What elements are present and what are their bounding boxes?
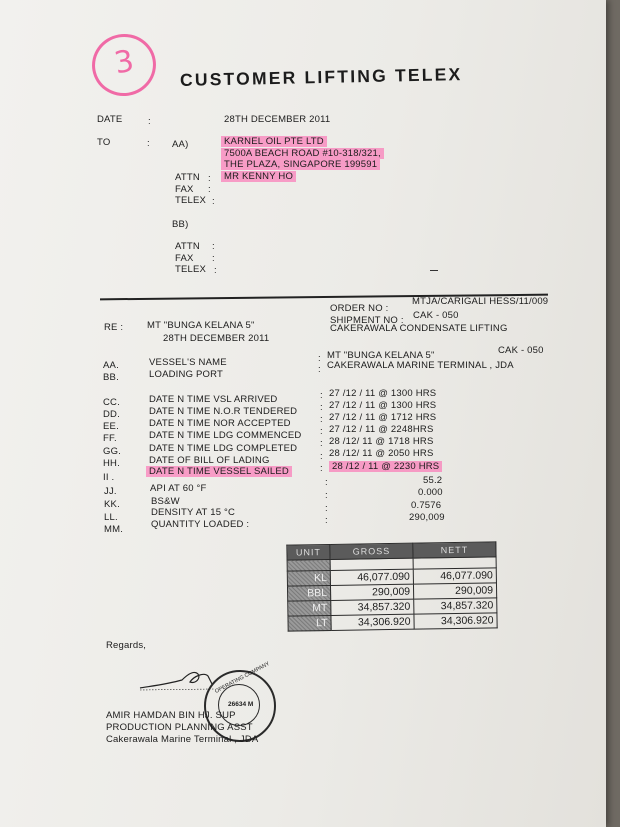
item-separator: :	[320, 426, 323, 437]
item-separator: :	[320, 414, 323, 425]
item-value: 290,009	[409, 512, 445, 523]
item-code: FF.	[103, 433, 117, 444]
page-number-circle	[87, 29, 161, 101]
item-label: DATE N TIME NOR ACCEPTED	[149, 418, 291, 429]
item-value: 27 /12 / 11 @ 2248HRS	[329, 424, 434, 435]
header-unit: UNIT	[287, 544, 330, 560]
item-value: 27 /12 / 11 @ 1300 HRS	[329, 400, 437, 411]
re-date: 28TH DECEMBER 2011	[163, 333, 270, 344]
item-code: II .	[103, 472, 115, 483]
item-code: EE.	[103, 421, 119, 432]
item-label: BS&W	[151, 496, 180, 507]
gross-cell: 46,077.090	[330, 569, 413, 585]
recipient-aa-tag: AA)	[172, 139, 189, 150]
signatory-name: AMIR HAMDAN BIN HJ. SUP	[106, 710, 236, 721]
item-code: LL.	[104, 512, 118, 523]
bb-telex-label: TELEX	[175, 264, 207, 275]
nett-cell: 34,857.320	[414, 598, 497, 614]
item-separator: :	[320, 463, 323, 474]
signatory-position: PRODUCTION PLANNING ASST	[106, 722, 253, 733]
bb-telex-separator: :	[214, 265, 217, 276]
item-value: 28 /12 / 11 @ 2230 HRS	[329, 461, 442, 472]
order-no-label: ORDER NO :	[330, 303, 389, 314]
to-separator: :	[147, 138, 150, 149]
table-row	[288, 613, 497, 631]
bb-fax-separator: :	[212, 253, 215, 264]
item-separator: :	[318, 364, 321, 375]
item-code: BB.	[103, 372, 119, 383]
recipient-address-line-3: THE PLAZA, SINGAPORE 199591	[221, 159, 380, 170]
item-code: JJ.	[104, 486, 117, 497]
unit-cell: LT	[288, 615, 331, 631]
order-no-value: MTJA/CARIGALI HESS/11/009	[412, 296, 549, 307]
unit-cell: BBL	[287, 585, 330, 601]
item-code: GG.	[103, 446, 122, 457]
gross-cell: 290,009	[330, 584, 413, 600]
unit-cell: MT	[288, 600, 331, 616]
nett-cell: 290,009	[413, 583, 496, 599]
item-separator: :	[320, 438, 323, 449]
item-label: DENSITY AT 15 °C	[151, 507, 236, 518]
nett-cell: 34,306.920	[414, 613, 497, 629]
item-separator: :	[320, 390, 323, 401]
item-value: CAKERAWALA MARINE TERMINAL , JDA	[327, 360, 514, 371]
lifting-label: CAKERAWALA CONDENSATE LIFTING	[330, 323, 508, 334]
item-value: MT "BUNGA KELANA 5"	[327, 350, 435, 361]
item-label: LOADING PORT	[149, 369, 224, 380]
page-number: 3	[111, 43, 137, 82]
item-code: DD.	[103, 409, 120, 420]
date-label: DATE	[97, 114, 123, 125]
attn-label: ATTN	[175, 172, 200, 183]
to-label: TO	[97, 137, 111, 148]
item-label: DATE OF BILL OF LADING	[149, 455, 270, 466]
nett-cell: 46,077.090	[413, 568, 496, 584]
header-gross: GROSS	[330, 543, 413, 559]
telex-label: TELEX	[175, 195, 207, 206]
item-value: 55.2	[423, 475, 443, 486]
item-code: HH.	[103, 458, 120, 469]
shipment-no-label: SHIPMENT NO :	[330, 315, 404, 326]
item-separator: :	[320, 451, 323, 462]
item-label: DATE N TIME VESSEL SAILED	[146, 466, 292, 477]
item-separator: :	[325, 503, 328, 514]
item-separator: :	[325, 515, 328, 526]
item-code: MM.	[104, 524, 124, 535]
unit-cell: KL	[287, 570, 330, 586]
item-value: 0.7576	[411, 500, 442, 511]
item-separator: :	[325, 490, 328, 501]
item-value: 27 /12 / 11 @ 1712 HRS	[329, 412, 437, 423]
recipient-bb-tag: BB)	[172, 219, 189, 230]
item-code: CC.	[103, 397, 120, 408]
date-separator: :	[148, 116, 151, 127]
recipient-address-line-1: KARNEL OIL PTE LTD	[221, 136, 327, 147]
item-label: VESSEL'S NAME	[149, 357, 227, 368]
item-separator: :	[325, 477, 328, 488]
re-label: RE :	[104, 322, 124, 333]
attn-separator: :	[208, 173, 211, 184]
item-value: 28 /12/ 11 @ 2050 HRS	[329, 448, 434, 459]
re-vessel: MT "BUNGA KELANA 5"	[147, 320, 255, 331]
item-value: 28 /12/ 11 @ 1718 HRS	[329, 436, 434, 447]
item-code: AA.	[103, 360, 119, 371]
header-nett: NETT	[413, 542, 496, 558]
item-separator: :	[318, 353, 321, 364]
quantity-table	[286, 541, 497, 631]
regards-text: Regards,	[106, 640, 147, 651]
bb-attn-label: ATTN	[175, 241, 200, 252]
aa-cak-value: CAK - 050	[498, 345, 544, 356]
item-label: DATE N TIME VSL ARRIVED	[149, 394, 278, 405]
item-code: KK.	[104, 499, 120, 510]
fax-label: FAX	[175, 184, 194, 195]
item-label: QUANTITY LOADED :	[151, 519, 250, 530]
attn-value: MR KENNY HO	[221, 171, 296, 182]
document-title: CUSTOMER LIFTING TELEX	[179, 64, 463, 90]
item-label: API AT 60 °F	[150, 483, 207, 494]
gross-cell: 34,857.320	[331, 599, 414, 615]
item-value: 27 /12 / 11 @ 1300 HRS	[329, 388, 437, 399]
shipment-no-value: CAK - 050	[413, 310, 459, 321]
item-label: DATE N TIME LDG COMPLETED	[149, 443, 298, 454]
recipient-address-line-2: 7500A BEACH ROAD #10-318/321,	[221, 148, 384, 159]
signature-scribble	[138, 664, 216, 694]
bb-attn-separator: :	[212, 241, 215, 252]
telex-separator: :	[212, 196, 215, 207]
stray-mark	[430, 270, 438, 271]
item-label: DATE N TIME N.O.R TENDERED	[149, 406, 298, 417]
item-label: DATE N TIME LDG COMMENCED	[149, 430, 302, 441]
item-value: 0.000	[418, 487, 443, 498]
fax-separator: :	[208, 184, 211, 195]
stamp-number: 26634 M	[228, 701, 254, 708]
signatory-terminal: Cakerawala Marine Terminal , JDA	[106, 734, 259, 745]
item-separator: :	[320, 402, 323, 413]
gross-cell: 34,306.920	[331, 614, 414, 630]
stamp-ring-text: OPERATING COMPANY	[214, 661, 271, 695]
bb-fax-label: FAX	[175, 253, 194, 264]
date-value: 28TH DECEMBER 2011	[224, 114, 331, 125]
